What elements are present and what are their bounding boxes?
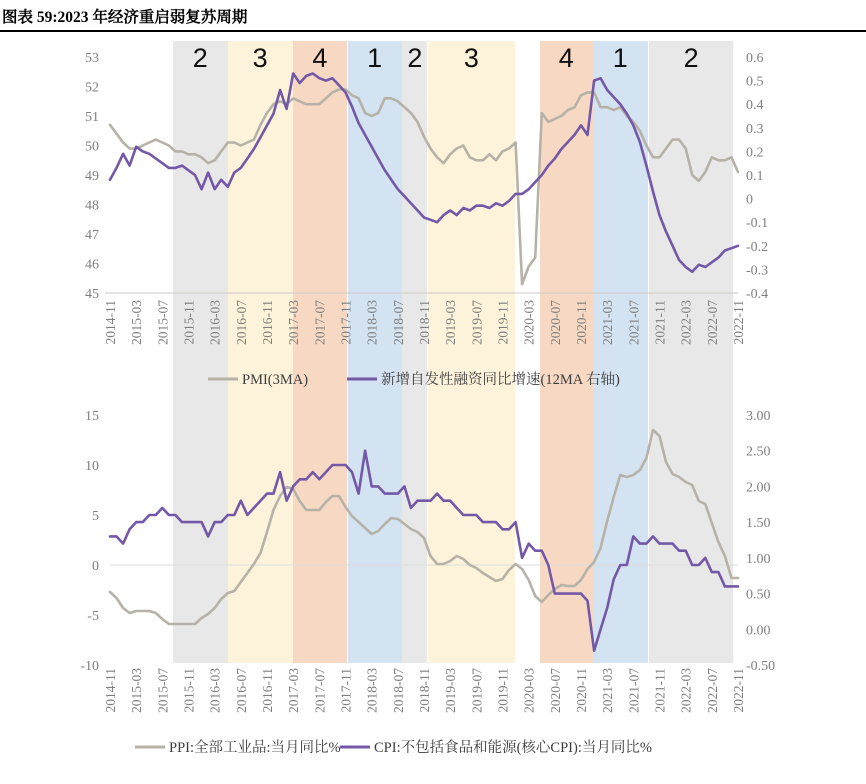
x-axis-tick-label: 2021-07: [626, 300, 642, 345]
title-bar: [0, 0, 866, 32]
x-axis-tick-label: 2022-07: [704, 300, 720, 345]
x-axis-tick-label: 2022-03: [678, 300, 694, 345]
x-axis-tick-label: 2015-07: [155, 300, 171, 345]
x-axis-tick-label: 2018-07: [390, 668, 406, 713]
left-axis-tick-label: 45: [85, 287, 99, 302]
x-axis-tick-label: 2017-03: [286, 668, 302, 713]
right-axis-tick-label: 3.00: [746, 409, 771, 424]
x-axis-tick-label: 2015-07: [155, 668, 171, 713]
cycle-phase-number: 4: [558, 43, 574, 73]
right-axis-tick-label: 0.1: [746, 169, 764, 184]
left-axis-tick-label: 5: [92, 509, 99, 524]
x-axis-tick-label: 2021-11: [652, 668, 668, 713]
x-axis-tick-label: 2022-07: [704, 668, 720, 713]
x-axis-tick-label: 2015-03: [129, 668, 145, 713]
right-axis-tick-label: -0.4: [746, 287, 769, 302]
x-axis-tick-label: 2019-07: [469, 668, 485, 713]
x-axis-tick-label: 2016-03: [207, 300, 223, 345]
x-axis-tick-label: 2019-11: [495, 300, 511, 345]
x-axis-tick-label: 2019-07: [469, 300, 485, 345]
left-axis-tick-label: 0: [92, 559, 99, 574]
right-axis-tick-label: -0.2: [746, 239, 769, 255]
right-axis-tick-label: 0.2: [746, 145, 764, 161]
right-axis-tick-label: 2.50: [746, 444, 771, 460]
x-axis-tick-label: 2017-03: [286, 300, 302, 345]
left-axis-tick-label: 46: [85, 257, 99, 273]
x-axis-tick-label: 2017-11: [338, 668, 354, 713]
right-axis-tick-label: 0.3: [746, 121, 764, 137]
cycle-phase-number: 2: [407, 43, 423, 73]
left-axis-tick-label: 15: [85, 409, 99, 424]
cycle-phase-number: 3: [252, 43, 268, 73]
legend-label-pmi-line: PMI(3MA): [242, 372, 309, 388]
right-axis-tick-label: -0.1: [746, 216, 769, 232]
x-axis-tick-label: 2017-07: [312, 300, 328, 345]
right-axis-tick-label: 0: [746, 192, 753, 208]
x-axis-tick-label: 2017-07: [312, 668, 328, 713]
left-axis-tick-label: -10: [80, 659, 99, 674]
x-axis-tick-label: 2019-03: [443, 300, 459, 345]
x-axis-tick-label: 2016-07: [233, 300, 249, 345]
right-axis-tick-label: 0.4: [746, 98, 764, 114]
x-axis-tick-label: 2019-03: [443, 668, 459, 713]
right-axis-tick-label: 1.50: [746, 516, 771, 532]
x-axis-tick-label: 2014-11: [103, 300, 118, 345]
x-axis-tick-label: 2018-11: [417, 668, 432, 713]
x-axis-tick-label: 2018-03: [364, 668, 380, 713]
x-axis-tick-label: 2017-11: [338, 300, 354, 345]
x-axis-tick-label: 2018-07: [390, 300, 406, 345]
x-axis-tick-label: 2022-03: [678, 668, 694, 713]
left-axis-tick-label: 52: [85, 80, 99, 96]
legend-label-ppi-line: PPI:全部工业品:当月同比%: [169, 740, 341, 756]
cycle-phase-number: 1: [612, 43, 628, 73]
left-axis-tick-label: -5: [87, 609, 99, 624]
left-axis-tick-label: 48: [85, 198, 99, 214]
x-axis-tick-label: 2015-11: [181, 300, 197, 345]
left-axis-tick-label: 47: [85, 228, 99, 243]
x-axis-tick-label: 2020-07: [547, 668, 563, 713]
x-axis-tick-label: 2019-11: [495, 668, 511, 713]
figure-title: 图表 59:2023 年经济重启弱复苏周期: [2, 9, 248, 26]
x-axis-tick-label: 2018-03: [364, 300, 380, 345]
x-axis-tick-label: 2016-07: [233, 668, 249, 713]
right-axis-tick-label: 0.5: [746, 74, 764, 90]
cycle-phase-number: 2: [683, 43, 699, 73]
right-axis-tick-label: 2.00: [746, 480, 771, 496]
x-axis-tick-label: 2022-11: [731, 668, 746, 713]
x-axis-tick-label: 2015-03: [129, 300, 145, 345]
right-axis-tick-label: 1.00: [746, 551, 771, 567]
x-axis-tick-label: 2014-11: [103, 668, 118, 713]
right-axis-tick-label: -0.50: [746, 659, 776, 674]
x-axis-tick-label: 2021-03: [600, 300, 616, 345]
pmi-line: [110, 90, 738, 285]
x-axis-tick-label: 2020-07: [547, 300, 563, 345]
x-axis-tick-label: 2021-07: [626, 668, 642, 713]
left-axis-tick-label: 10: [85, 459, 99, 474]
x-axis-tick-label: 2016-03: [207, 668, 223, 713]
left-axis-tick-label: 50: [85, 139, 99, 155]
x-axis-tick-label: 2021-03: [600, 668, 616, 713]
legend-label-cpi-line: CPI:不包括食品和能源(核心CPI):当月同比%: [374, 740, 652, 756]
x-axis-tick-label: 2020-11: [574, 668, 589, 713]
x-axis-tick-label: 2020-03: [521, 668, 537, 713]
left-axis-tick-label: 51: [85, 110, 99, 125]
cycle-phase-number: 3: [463, 43, 479, 73]
x-axis-tick-label: 2020-11: [574, 300, 589, 345]
right-axis-tick-label: 0.50: [746, 587, 771, 603]
cpi-line: [110, 451, 738, 651]
cycle-phase-number: 2: [192, 43, 208, 73]
right-axis-tick-label: 0.00: [746, 623, 771, 639]
financing-line: [110, 74, 738, 272]
x-axis-tick-label: 2018-11: [417, 300, 432, 345]
legend-label-financing-line: 新增自发性融资同比增速(12MA 右轴): [381, 372, 620, 388]
cycle-phase-number: 4: [312, 43, 328, 73]
cycle-phase-number: 1: [367, 43, 383, 73]
x-axis-tick-label: 2016-11: [260, 300, 275, 345]
x-axis-tick-label: 2022-11: [731, 300, 746, 345]
right-axis-tick-label: -0.3: [746, 263, 769, 279]
right-axis-tick-label: 0.6: [746, 51, 764, 66]
left-axis-tick-label: 53: [85, 51, 99, 66]
x-axis-tick-label: 2020-03: [521, 300, 537, 345]
x-axis-tick-label: 2021-11: [652, 300, 668, 345]
x-axis-tick-label: 2016-11: [260, 668, 275, 713]
left-axis-tick-label: 49: [85, 169, 99, 184]
ppi-cpi-chart: [0, 395, 866, 784]
pmi-financing-chart: [0, 32, 866, 395]
x-axis-tick-label: 2015-11: [181, 668, 197, 713]
